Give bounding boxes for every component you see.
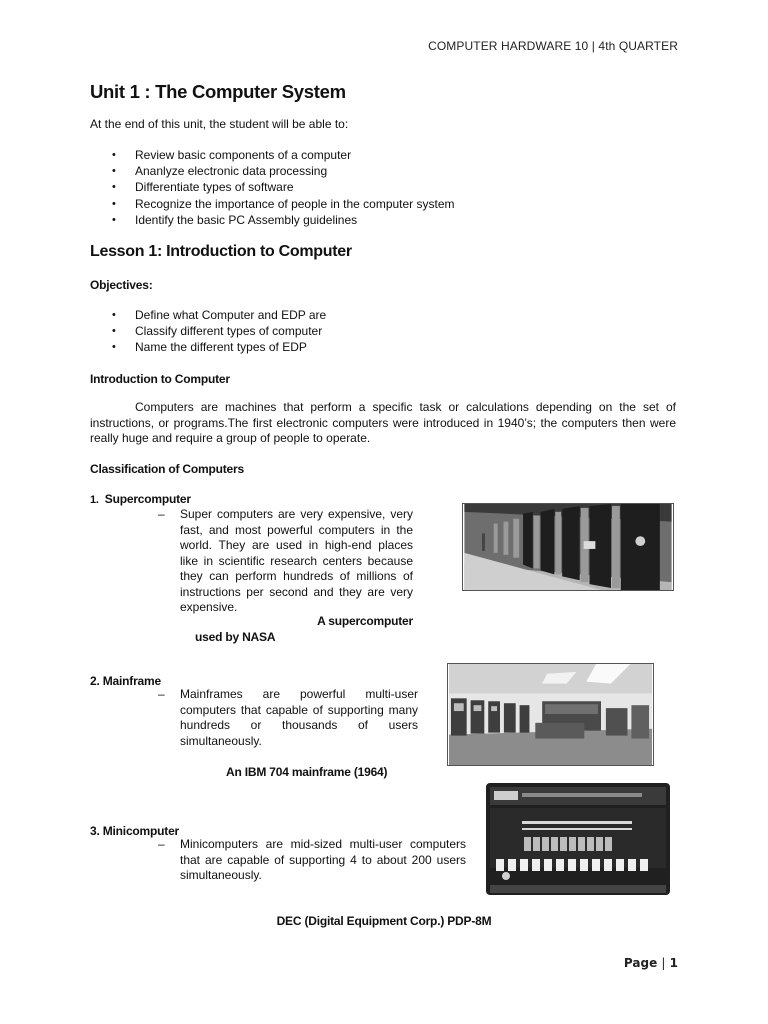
supercomputer-caption-line2: used by NASA xyxy=(195,630,276,644)
page-number: 1 xyxy=(669,956,678,970)
classification-heading: Classification of Computers xyxy=(90,462,244,476)
item-name: Minicomputer xyxy=(102,824,180,838)
dash-marker: – xyxy=(158,507,165,521)
mainframe-description: Mainframes are powerful multi-user computers that capable of supporting many hundreds or thousands of users simultaneously. xyxy=(180,687,418,748)
supercomputer-caption-line1: A supercomputer xyxy=(317,614,413,628)
dash-marker: – xyxy=(158,687,165,701)
outcome-item: • Differentiate types of software xyxy=(90,179,570,195)
minicomputer-photo xyxy=(484,781,672,900)
supercomputer-photo xyxy=(462,503,674,591)
objectives-list xyxy=(90,307,570,356)
page-separator: | xyxy=(661,956,666,970)
objectives-label: Objectives: xyxy=(90,278,153,292)
mainframe-heading xyxy=(90,673,161,689)
objective-item: • Define what Computer and EDP are xyxy=(90,307,570,323)
outcome-item: • Recognize the importance of people in the computer system xyxy=(90,196,570,212)
minicomputer-description: Minicomputers are mid-sized multi-user computers that are capable of supporting 4 to about 200 users simultaneously. xyxy=(180,837,466,882)
outcome-item: • Ananlyze electronic data processing xyxy=(90,163,570,179)
lesson-title: Lesson 1: Introduction to Computer xyxy=(90,243,352,260)
document-header: COMPUTER HARDWARE 10 | 4th QUARTER xyxy=(428,39,678,53)
dash-marker: – xyxy=(158,837,165,851)
supercomputer-heading xyxy=(90,491,191,508)
intro-paragraph: Computers are machines that perform a specific task or calculations depending on the set of instructions, or programs.The first electronic computers were introduced in 1940’s; the computers then were really huge and require a group of people to operate. xyxy=(90,400,676,445)
minicomputer-heading xyxy=(90,823,179,839)
mainframe-caption: An IBM 704 mainframe (1964) xyxy=(226,765,388,779)
item-number: 2. xyxy=(90,674,100,688)
outcome-item: • Review basic components of a computer xyxy=(90,147,570,163)
unit-intro: At the end of this unit, the student will be able to: xyxy=(90,117,349,131)
item-number: 1. xyxy=(90,494,99,506)
outcome-item: • Identify the basic PC Assembly guidelines xyxy=(90,212,570,228)
page-footer xyxy=(624,956,678,970)
objective-item: • Classify different types of computer xyxy=(90,323,570,339)
unit-outcomes-list xyxy=(90,147,570,228)
mainframe-photo xyxy=(447,663,654,766)
intro-heading: Introduction to Computer xyxy=(90,372,230,386)
supercomputer-description: Super computers are very expensive, very fast, and most powerful computers in the world. They are used in high-end places like in scientific research centers because they can perform hundreds of millions of instructions per second and they are very expensive. xyxy=(180,507,413,614)
page-label: Page xyxy=(623,956,658,970)
item-number: 3. xyxy=(90,824,100,838)
objective-item: • Name the different types of EDP xyxy=(90,339,570,355)
item-name: Supercomputer xyxy=(104,492,191,506)
minicomputer-caption: DEC (Digital Equipment Corp.) PDP-8M xyxy=(276,914,492,928)
item-name: Mainframe xyxy=(102,674,161,688)
unit-title: Unit 1 : The Computer System xyxy=(90,81,346,102)
